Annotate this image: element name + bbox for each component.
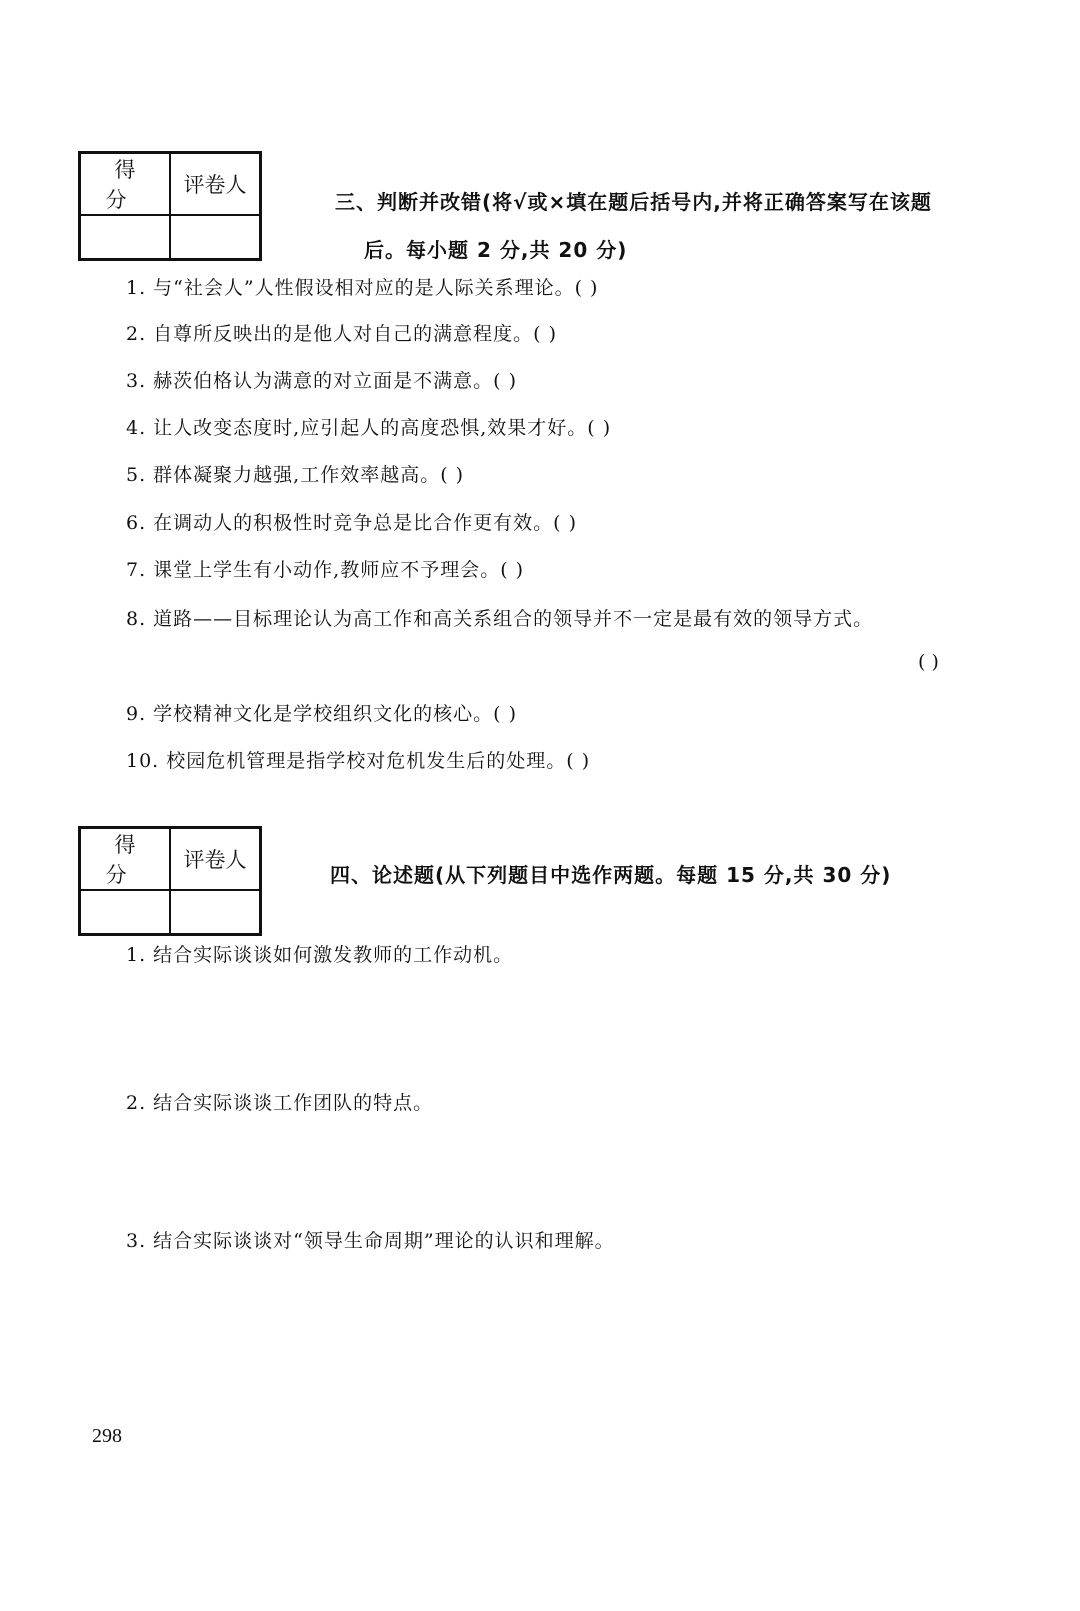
grader-label: 评卷人 — [170, 828, 261, 891]
score-cell — [80, 890, 171, 935]
question-item: 4. 让人改变态度时,应引起人的高度恐惧,效果才好。( ) — [126, 417, 612, 439]
question-item: 8. 道路——目标理论认为高工作和高关系组合的领导并不一定是最有效的领导方式。 — [126, 608, 874, 630]
score-box — [78, 826, 262, 936]
score-label: 得分 — [80, 153, 171, 216]
page-number: 298 — [92, 1425, 122, 1447]
grader-cell — [170, 890, 261, 935]
section3-title-cont: 后。每小题 2 分,共 20 分) — [364, 238, 628, 262]
score-cell — [80, 215, 171, 260]
section4-title: 四、论述题(从下列题目中选作两题。每题 15 分,共 30 分) — [330, 863, 892, 887]
score-box — [78, 151, 262, 261]
question-item: 9. 学校精神文化是学校组织文化的核心。( ) — [126, 703, 518, 725]
question-item: 6. 在调动人的积极性时竞争总是比合作更有效。( ) — [126, 512, 578, 534]
question-item: 5. 群体凝聚力越强,工作效率越高。( ) — [126, 464, 465, 486]
question-item: 2. 自尊所反映出的是他人对自己的满意程度。( ) — [126, 323, 558, 345]
question-item: 10. 校园危机管理是指学校对危机发生后的处理。( ) — [126, 750, 591, 772]
question-item: 3. 赫茨伯格认为满意的对立面是不满意。( ) — [126, 370, 518, 392]
grader-cell — [170, 215, 261, 260]
grader-label: 评卷人 — [170, 153, 261, 216]
question-answer-paren: ( ) — [918, 651, 939, 673]
essay-question: 2. 结合实际谈谈工作团队的特点。 — [126, 1092, 434, 1114]
question-item: 1. 与“社会人”人性假设相对应的是人际关系理论。( ) — [126, 277, 599, 299]
score-label: 得分 — [80, 828, 171, 891]
section3-title: 三、判断并改错(将√或×填在题后括号内,并将正确答案写在该题 — [335, 190, 932, 214]
essay-question: 1. 结合实际谈谈如何激发教师的工作动机。 — [126, 944, 514, 966]
question-item: 7. 课堂上学生有小动作,教师应不予理会。( ) — [126, 559, 525, 581]
essay-question: 3. 结合实际谈谈对“领导生命周期”理论的认识和理解。 — [126, 1230, 615, 1252]
